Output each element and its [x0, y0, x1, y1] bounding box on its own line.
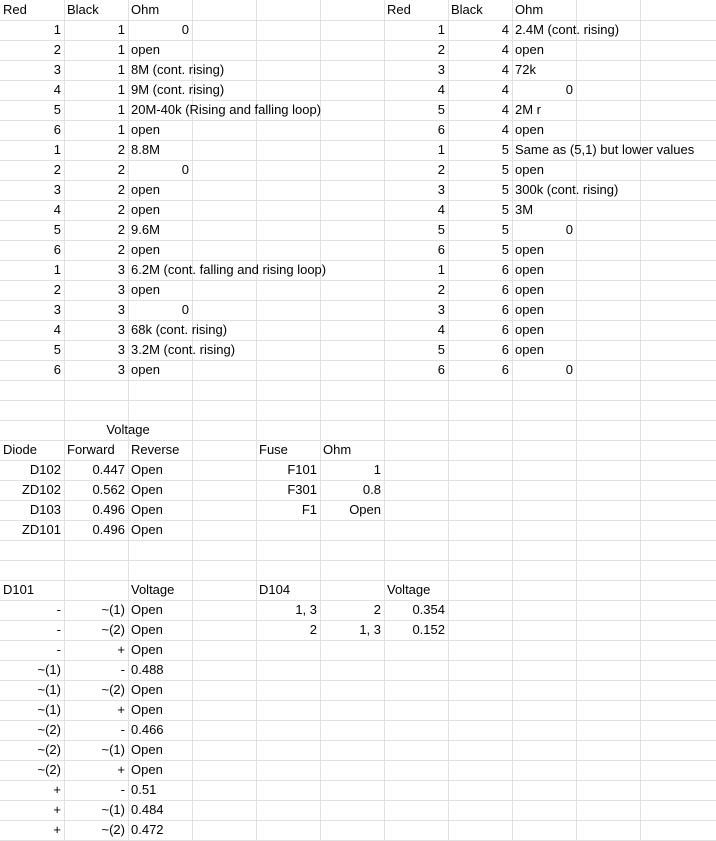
cell-black[interactable]: 2: [117, 222, 125, 237]
cell-black[interactable]: 6: [501, 282, 509, 297]
cell-d101-voltage[interactable]: Open: [131, 602, 163, 617]
cell-red[interactable]: 3: [437, 62, 445, 77]
cell-black[interactable]: 6: [501, 362, 509, 377]
cell-black[interactable]: 2: [117, 242, 125, 257]
cell-d101-b[interactable]: ~(1): [101, 802, 125, 817]
cell-red[interactable]: 5: [53, 102, 61, 117]
cell-forward[interactable]: 0.496: [92, 502, 125, 517]
cell-ohm[interactable]: 2.4M (cont. rising): [515, 22, 620, 37]
cell-red[interactable]: 2: [437, 42, 445, 57]
cell-red[interactable]: 3: [437, 302, 445, 317]
cell-red[interactable]: 2: [53, 282, 61, 297]
cell-fuse[interactable]: F1: [301, 502, 317, 517]
cell-red[interactable]: 3: [53, 182, 61, 197]
cell-d101-voltage[interactable]: Open: [131, 622, 163, 637]
cell-red[interactable]: 1: [53, 262, 61, 277]
cell-ohm[interactable]: 0: [181, 22, 189, 37]
cell-ohm[interactable]: 3M: [515, 202, 534, 217]
cell-d101-b[interactable]: +: [117, 702, 125, 717]
cell-fuse[interactable]: F101: [287, 462, 317, 477]
cell-d101-b[interactable]: ~(2): [101, 622, 125, 637]
cell-d101-b[interactable]: +: [117, 762, 125, 777]
cell-d104-voltage[interactable]: 0.152: [412, 622, 445, 637]
cell-ohm[interactable]: 9.6M: [131, 222, 160, 237]
header-d104[interactable]: D104: [259, 582, 291, 597]
header-fuse[interactable]: Fuse: [259, 442, 288, 457]
cell-d101-voltage[interactable]: 0.466: [131, 722, 164, 737]
cell-black[interactable]: 2: [117, 142, 125, 157]
cell-d101-b[interactable]: -: [120, 782, 125, 797]
cell-d101-a[interactable]: -: [56, 602, 61, 617]
row-gridline: [0, 380, 716, 381]
cell-d104-a[interactable]: 1, 3: [295, 602, 317, 617]
cell-red[interactable]: 1: [53, 22, 61, 37]
cell-black[interactable]: 6: [501, 322, 509, 337]
cell-red[interactable]: 5: [53, 222, 61, 237]
cell-red[interactable]: 5: [437, 342, 445, 357]
cell-black[interactable]: 3: [117, 342, 125, 357]
cell-ohm[interactable]: 300k (cont. rising): [515, 182, 619, 197]
cell-d101-voltage[interactable]: Open: [131, 702, 163, 717]
cell-black[interactable]: 2: [117, 202, 125, 217]
cell-d101-b[interactable]: ~(1): [101, 602, 125, 617]
cell-fuse[interactable]: F301: [287, 482, 317, 497]
cell-reverse[interactable]: Open: [131, 462, 163, 477]
cell-black[interactable]: 2: [117, 162, 125, 177]
cell-red[interactable]: 2: [53, 162, 61, 177]
cell-d101-b[interactable]: ~(2): [101, 682, 125, 697]
cell-black[interactable]: 4: [501, 102, 509, 117]
cell-red[interactable]: 4: [53, 202, 61, 217]
cell-ohm[interactable]: open: [515, 262, 544, 277]
cell-ohm[interactable]: 72k: [515, 62, 536, 77]
cell-red[interactable]: 4: [437, 82, 445, 97]
cell-red[interactable]: 6: [53, 242, 61, 257]
cell-ohm[interactable]: open: [131, 362, 160, 377]
cell-diode[interactable]: ZD101: [21, 522, 61, 537]
row-gridline: [0, 560, 716, 561]
cell-d101-voltage[interactable]: 0.484: [131, 802, 164, 817]
cell-red[interactable]: 6: [53, 362, 61, 377]
cell-ohm[interactable]: open: [131, 42, 160, 57]
cell-ohm[interactable]: 0: [565, 362, 573, 377]
cell-red[interactable]: 4: [437, 322, 445, 337]
cell-black[interactable]: 5: [501, 222, 509, 237]
cell-d104-b[interactable]: 2: [373, 602, 381, 617]
cell-black[interactable]: 2: [117, 182, 125, 197]
cell-fuse-ohm[interactable]: 1: [373, 462, 381, 477]
cell-d101-b[interactable]: -: [120, 662, 125, 677]
cell-d101-a[interactable]: -: [56, 622, 61, 637]
cell-reverse[interactable]: Open: [131, 522, 163, 537]
cell-black[interactable]: 5: [501, 202, 509, 217]
cell-red[interactable]: 3: [53, 302, 61, 317]
cell-black[interactable]: 6: [501, 342, 509, 357]
cell-black[interactable]: 6: [501, 262, 509, 277]
cell-ohm[interactable]: 68k (cont. rising): [131, 322, 228, 337]
cell-black[interactable]: 4: [501, 62, 509, 77]
cell-red[interactable]: 6: [437, 122, 445, 137]
cell-black[interactable]: 4: [501, 42, 509, 57]
row-gridline: [0, 400, 716, 401]
cell-black[interactable]: 3: [117, 262, 125, 277]
cell-d101-voltage[interactable]: 0.51: [131, 782, 157, 797]
cell-black[interactable]: 1: [117, 42, 125, 57]
cell-ohm[interactable]: 0: [181, 162, 189, 177]
cell-black[interactable]: 1: [117, 102, 125, 117]
cell-ohm[interactable]: 8.8M: [131, 142, 160, 157]
cell-black[interactable]: 1: [117, 22, 125, 37]
header-red[interactable]: Red: [3, 2, 27, 17]
cell-red[interactable]: 4: [53, 82, 61, 97]
cell-ohm[interactable]: open: [515, 302, 544, 317]
cell-black[interactable]: 5: [501, 162, 509, 177]
cell-black[interactable]: 3: [117, 322, 125, 337]
cell-d101-a[interactable]: ~(1): [37, 682, 61, 697]
cell-d101-b[interactable]: ~(2): [101, 822, 125, 837]
cell-d101-b[interactable]: ~(1): [101, 742, 125, 757]
cell-red[interactable]: 1: [437, 262, 445, 277]
cell-d101-a[interactable]: +: [53, 782, 61, 797]
cell-black[interactable]: 5: [501, 242, 509, 257]
cell-red[interactable]: 1: [53, 142, 61, 157]
cell-d101-a[interactable]: ~(2): [37, 762, 61, 777]
cell-ohm[interactable]: open: [515, 322, 544, 337]
cell-d101-a[interactable]: ~(2): [37, 742, 61, 757]
cell-d101-a[interactable]: -: [56, 642, 61, 657]
cell-ohm[interactable]: open: [515, 122, 544, 137]
cell-d101-a[interactable]: ~(2): [37, 722, 61, 737]
cell-ohm[interactable]: 6.2M (cont. falling and rising loop): [131, 262, 327, 277]
cell-red[interactable]: 1: [437, 22, 445, 37]
cell-diode[interactable]: D103: [29, 502, 61, 517]
cell-black[interactable]: 4: [501, 82, 509, 97]
cell-d101-a[interactable]: +: [53, 802, 61, 817]
cell-red[interactable]: 4: [53, 322, 61, 337]
cell-diode[interactable]: D102: [29, 462, 61, 477]
cell-black[interactable]: 1: [117, 122, 125, 137]
cell-reverse[interactable]: Open: [131, 482, 163, 497]
cell-red[interactable]: 2: [437, 162, 445, 177]
cell-red[interactable]: 1: [437, 142, 445, 157]
cell-red[interactable]: 3: [53, 62, 61, 77]
header-red[interactable]: Red: [387, 2, 411, 17]
cell-ohm[interactable]: open: [131, 282, 160, 297]
cell-d101-voltage[interactable]: Open: [131, 762, 163, 777]
cell-d104-voltage[interactable]: 0.354: [412, 602, 445, 617]
cell-forward[interactable]: 0.496: [92, 522, 125, 537]
cell-ohm[interactable]: open: [131, 182, 160, 197]
cell-black[interactable]: 5: [501, 182, 509, 197]
cell-ohm[interactable]: open: [515, 242, 544, 257]
cell-d101-voltage[interactable]: Open: [131, 682, 163, 697]
header-black[interactable]: Black: [451, 2, 483, 17]
cell-fuse-ohm[interactable]: Open: [349, 502, 381, 517]
cell-d101-a[interactable]: ~(1): [37, 702, 61, 717]
cell-forward[interactable]: 0.562: [92, 482, 125, 497]
cell-ohm[interactable]: 2M r: [515, 102, 541, 117]
cell-red[interactable]: 6: [53, 122, 61, 137]
cell-red[interactable]: 4: [437, 202, 445, 217]
cell-black[interactable]: 4: [501, 122, 509, 137]
header-d101[interactable]: D101: [3, 582, 35, 597]
header-d101-voltage[interactable]: Voltage: [131, 582, 175, 597]
header-ohm[interactable]: Ohm: [515, 2, 544, 17]
cell-d101-a[interactable]: ~(1): [37, 662, 61, 677]
cell-reverse[interactable]: Open: [131, 502, 163, 517]
cell-ohm[interactable]: open: [131, 242, 160, 257]
cell-ohm[interactable]: open: [515, 282, 544, 297]
cell-black[interactable]: 3: [117, 282, 125, 297]
cell-d101-b[interactable]: -: [120, 722, 125, 737]
cell-black[interactable]: 5: [501, 142, 509, 157]
cell-ohm[interactable]: open: [515, 162, 544, 177]
cell-black[interactable]: 3: [117, 362, 125, 377]
cell-ohm[interactable]: 0: [565, 222, 573, 237]
cell-red[interactable]: 6: [437, 242, 445, 257]
header-voltage-group[interactable]: Voltage: [106, 422, 150, 437]
row-gridline: [0, 540, 716, 541]
header-forward[interactable]: Forward: [67, 442, 115, 457]
cell-black[interactable]: 6: [501, 302, 509, 317]
cell-black[interactable]: 1: [117, 82, 125, 97]
cell-ohm[interactable]: open: [131, 122, 160, 137]
cell-red[interactable]: 2: [437, 282, 445, 297]
cell-fuse-ohm[interactable]: 0.8: [362, 482, 381, 497]
cell-ohm[interactable]: 3.2M (cont. rising): [131, 342, 236, 357]
header-fuse-ohm[interactable]: Ohm: [323, 442, 352, 457]
cell-d101-voltage[interactable]: Open: [131, 642, 163, 657]
cell-d104-a[interactable]: 2: [309, 622, 317, 637]
cell-ohm[interactable]: open: [515, 342, 544, 357]
cell-red[interactable]: 5: [437, 222, 445, 237]
cell-d101-voltage[interactable]: 0.488: [131, 662, 164, 677]
header-d104-voltage[interactable]: Voltage: [387, 582, 431, 597]
header-reverse[interactable]: Reverse: [131, 442, 180, 457]
cell-red[interactable]: 5: [437, 102, 445, 117]
cell-d101-a[interactable]: +: [53, 822, 61, 837]
cell-d104-b[interactable]: 1, 3: [359, 622, 381, 637]
cell-black[interactable]: 4: [501, 22, 509, 37]
cell-red[interactable]: 5: [53, 342, 61, 357]
cell-d101-b[interactable]: +: [117, 642, 125, 657]
cell-red[interactable]: 3: [437, 182, 445, 197]
cell-ohm[interactable]: 8M (cont. rising): [131, 62, 225, 77]
cell-d101-voltage[interactable]: 0.472: [131, 822, 164, 837]
cell-forward[interactable]: 0.447: [92, 462, 125, 477]
row-gridline: [0, 580, 716, 581]
cell-d101-voltage[interactable]: Open: [131, 742, 163, 757]
cell-black[interactable]: 3: [117, 302, 125, 317]
cell-ohm[interactable]: 0: [181, 302, 189, 317]
cell-ohm[interactable]: open: [515, 42, 544, 57]
cell-red[interactable]: 6: [437, 362, 445, 377]
cell-red[interactable]: 2: [53, 42, 61, 57]
cell-diode[interactable]: ZD102: [21, 482, 61, 497]
cell-ohm[interactable]: 9M (cont. rising): [131, 82, 225, 97]
header-diode[interactable]: Diode: [3, 442, 37, 457]
cell-ohm[interactable]: 0: [565, 82, 573, 97]
cell-black[interactable]: 1: [117, 62, 125, 77]
cell-ohm[interactable]: 20M-40k (Rising and falling loop): [131, 102, 322, 117]
header-ohm[interactable]: Ohm: [131, 2, 160, 17]
header-black[interactable]: Black: [67, 2, 99, 17]
cell-ohm[interactable]: Same as (5,1) but lower values: [515, 142, 695, 157]
cell-ohm[interactable]: open: [131, 202, 160, 217]
